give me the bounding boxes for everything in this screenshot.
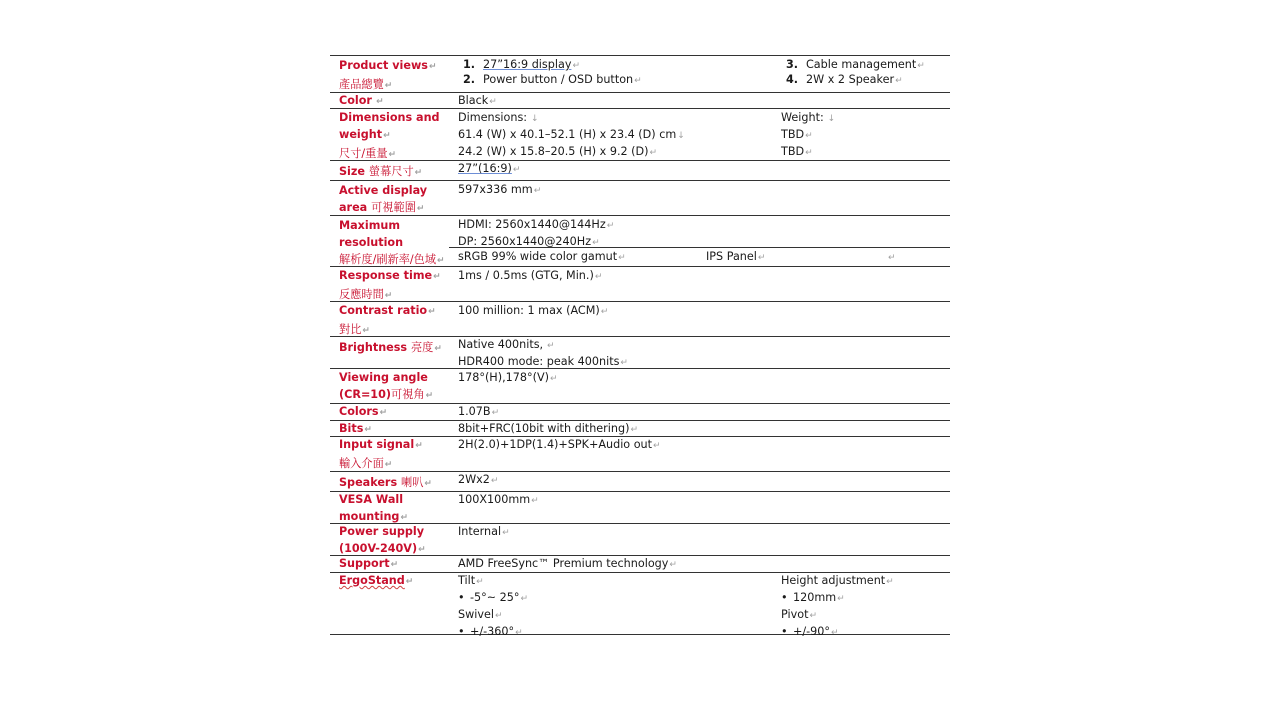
spec-row-dimensions (330, 108, 950, 160)
height-pivot-value: Height adjustment↵ • 120mm↵ Pivot↵ • +/-90°↵ (781, 574, 894, 638)
spec-row-contrast (330, 301, 950, 336)
row-label: Viewing angle (CR=10)可視角↵ (339, 371, 434, 401)
spec-row-ergostand (330, 572, 950, 638)
row-label: Size 螢幕尺寸↵ (339, 165, 423, 178)
spec-row-product-views (330, 55, 950, 92)
row-label: Contrast ratio↵ 對比↵ (339, 304, 436, 336)
row-label: VESA Wall mounting↵ (339, 493, 408, 523)
row-label: ErgoStand↵ (339, 574, 414, 587)
spec-row-input (330, 436, 950, 471)
row-label: Input signal↵ 輸入介面↵ (339, 438, 423, 470)
spec-row-resolution (330, 215, 950, 266)
row-label: Active display area 可視範圍↵ (339, 184, 428, 214)
empty-cell-mark: ↵ (888, 253, 896, 263)
response-value: 1ms / 0.5ms (GTG, Min.)↵ (458, 269, 603, 282)
spec-row-active-area (330, 180, 950, 215)
resolution-value: HDMI: 2560x1440@144Hz↵ DP: 2560x1440@240Hz↵ (458, 218, 615, 248)
dimensions-value: Dimensions: ↓ 61.4 (W) x 40.1–52.1 (H) x 23.4 (D) cm↓ 24.2 (W) x 15.8–20.5 (H) x 9.2 (D)↵ (458, 111, 685, 158)
speakers-value: 2Wx2↵ (458, 473, 499, 486)
inner-divider (449, 247, 950, 248)
row-label: Product views↵ 產品總覽↵ (339, 59, 437, 91)
active-area-value: 597x336 mm↵ (458, 183, 542, 196)
power-value: Internal↵ (458, 525, 510, 538)
spec-row-colors (330, 403, 950, 420)
view-item-2: 2. Power button / OSD button↵ (463, 73, 642, 86)
row-label: Dimensions and weight↵ 尺寸/重量↵ (339, 111, 440, 160)
spec-row-color (330, 92, 950, 108)
row-label: Brightness 亮度↵ (339, 341, 442, 354)
weight-value: Weight: ↓ TBD↵ TBD↵ (781, 111, 836, 158)
size-value: 27”(16:9)↵ (458, 162, 521, 175)
contrast-value: 100 million: 1 max (ACM)↵ (458, 304, 609, 317)
spec-row-speakers (330, 471, 950, 491)
row-label: Bits↵ (339, 422, 372, 435)
support-value: AMD FreeSync™ Premium technology↵ (458, 557, 677, 570)
bits-value: 8bit+FRC(10bit with dithering)↵ (458, 422, 638, 435)
view-item-4: 4. 2W x 2 Speaker↵ (786, 73, 903, 86)
viewing-angle-value: 178°(H),178°(V)↵ (458, 371, 558, 384)
row-label: Response time↵ 反應時間↵ (339, 269, 441, 301)
spec-row-response (330, 266, 950, 301)
label-zh: 產品總覽 (339, 78, 384, 91)
row-label: Maximum resolution 解析度/刷新率/色域↵ (339, 219, 445, 266)
row-label: Support↵ (339, 557, 399, 570)
row-label: Colors↵ (339, 405, 388, 418)
spec-row-brightness (330, 336, 950, 368)
view-item-1: 1. 27”16:9 display↵ (463, 58, 580, 71)
row-label: Color ↵ (339, 94, 384, 107)
label-en: Product views (339, 59, 428, 72)
spec-row-size (330, 160, 950, 180)
input-value: 2H(2.0)+1DP(1.4)+SPK+Audio out↵ (458, 438, 661, 451)
spec-row-bits (330, 420, 950, 436)
spec-row-viewing-angle (330, 368, 950, 403)
tilt-swivel-value: Tilt↵ • -5°~ 25°↵ Swivel↵ • +/-360°↵ (458, 574, 529, 638)
view-item-3: 3. Cable management↵ (786, 58, 925, 71)
brightness-value: Native 400nits, ↵ HDR400 mode: peak 400nits↵ (458, 338, 628, 368)
colors-value: 1.07B↵ (458, 405, 500, 418)
spec-row-power (330, 523, 950, 555)
panel-value: IPS Panel↵ (706, 250, 766, 263)
vesa-value: 100X100mm↵ (458, 493, 539, 506)
color-value: Black↵ (458, 94, 497, 107)
spec-row-vesa (330, 491, 950, 523)
row-label: Power supply (100V-240V)↵ (339, 525, 426, 555)
gamut-value: sRGB 99% wide color gamut↵ (458, 250, 626, 263)
spec-table (330, 55, 950, 638)
row-label: Speakers 喇叭↵ (339, 476, 432, 489)
spec-row-support (330, 555, 950, 572)
